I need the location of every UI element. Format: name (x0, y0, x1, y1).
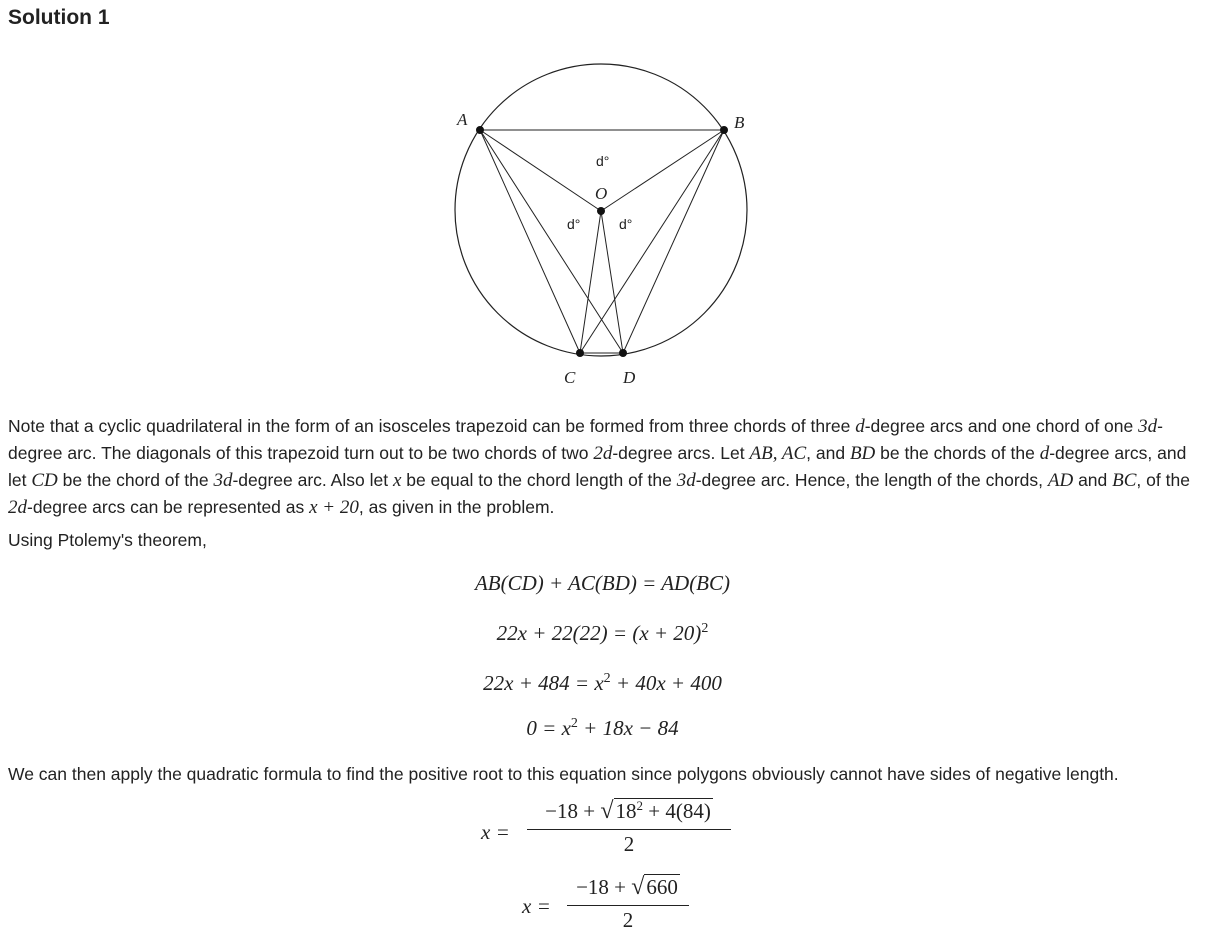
point-d (619, 349, 627, 357)
label-b: B (734, 113, 745, 132)
angle-label-left: d° (567, 216, 581, 232)
radius-od (601, 211, 623, 353)
equation-expanded: $22x + 484 = x^2 + 40x + 400$ (483, 671, 722, 695)
point-c (576, 349, 584, 357)
solution-title: Solution 1 (8, 6, 110, 29)
label-c: C (564, 368, 576, 387)
equation-ptolemy: AB(CD) + AC(BD) = AD(BC) (474, 571, 731, 595)
ptolemy-intro: Using Ptolemy's theorem, (8, 530, 207, 550)
radius-oc (580, 211, 601, 353)
quadratic-formula-intro: We can then apply the quadratic formula to find the positive root to this equation since polygons obviously cannot have sides of negative length. (8, 764, 1119, 784)
point-a (476, 126, 484, 134)
label-d: D (623, 368, 636, 387)
label-a: A (457, 110, 468, 129)
circle-diagram (440, 60, 760, 395)
explanation-paragraph: Note that a cyclic quadrilateral in the form of an isosceles trapezoid can be formed from three chords of three d-degree arcs and one chord of one 3d-degree arc. The diagonals of this trapezoid turn out to be two chords of two 2d-degree arcs. Let AB, AC, and BD be the chords of the d-degree arcs, and let CD be the chord of the 3d-degree arc. Also let x be equal to the chord length of the 3d-degree arc. Hence, the length of the chords, AD and BC, of the 2d-degree arcs can be represented as x + 20, as given in the problem. (8, 416, 1190, 518)
equation-substituted: $22x + 22(22) = (x + 20)^2$ (496, 621, 709, 645)
angle-label-right: d° (619, 216, 633, 232)
equation-quadratic: $0 = x^2 + 18x - 84$ (526, 716, 679, 740)
label-o: O (595, 184, 608, 203)
point-o (597, 207, 605, 215)
point-b (720, 126, 728, 134)
angle-label-top: d° (596, 153, 610, 169)
